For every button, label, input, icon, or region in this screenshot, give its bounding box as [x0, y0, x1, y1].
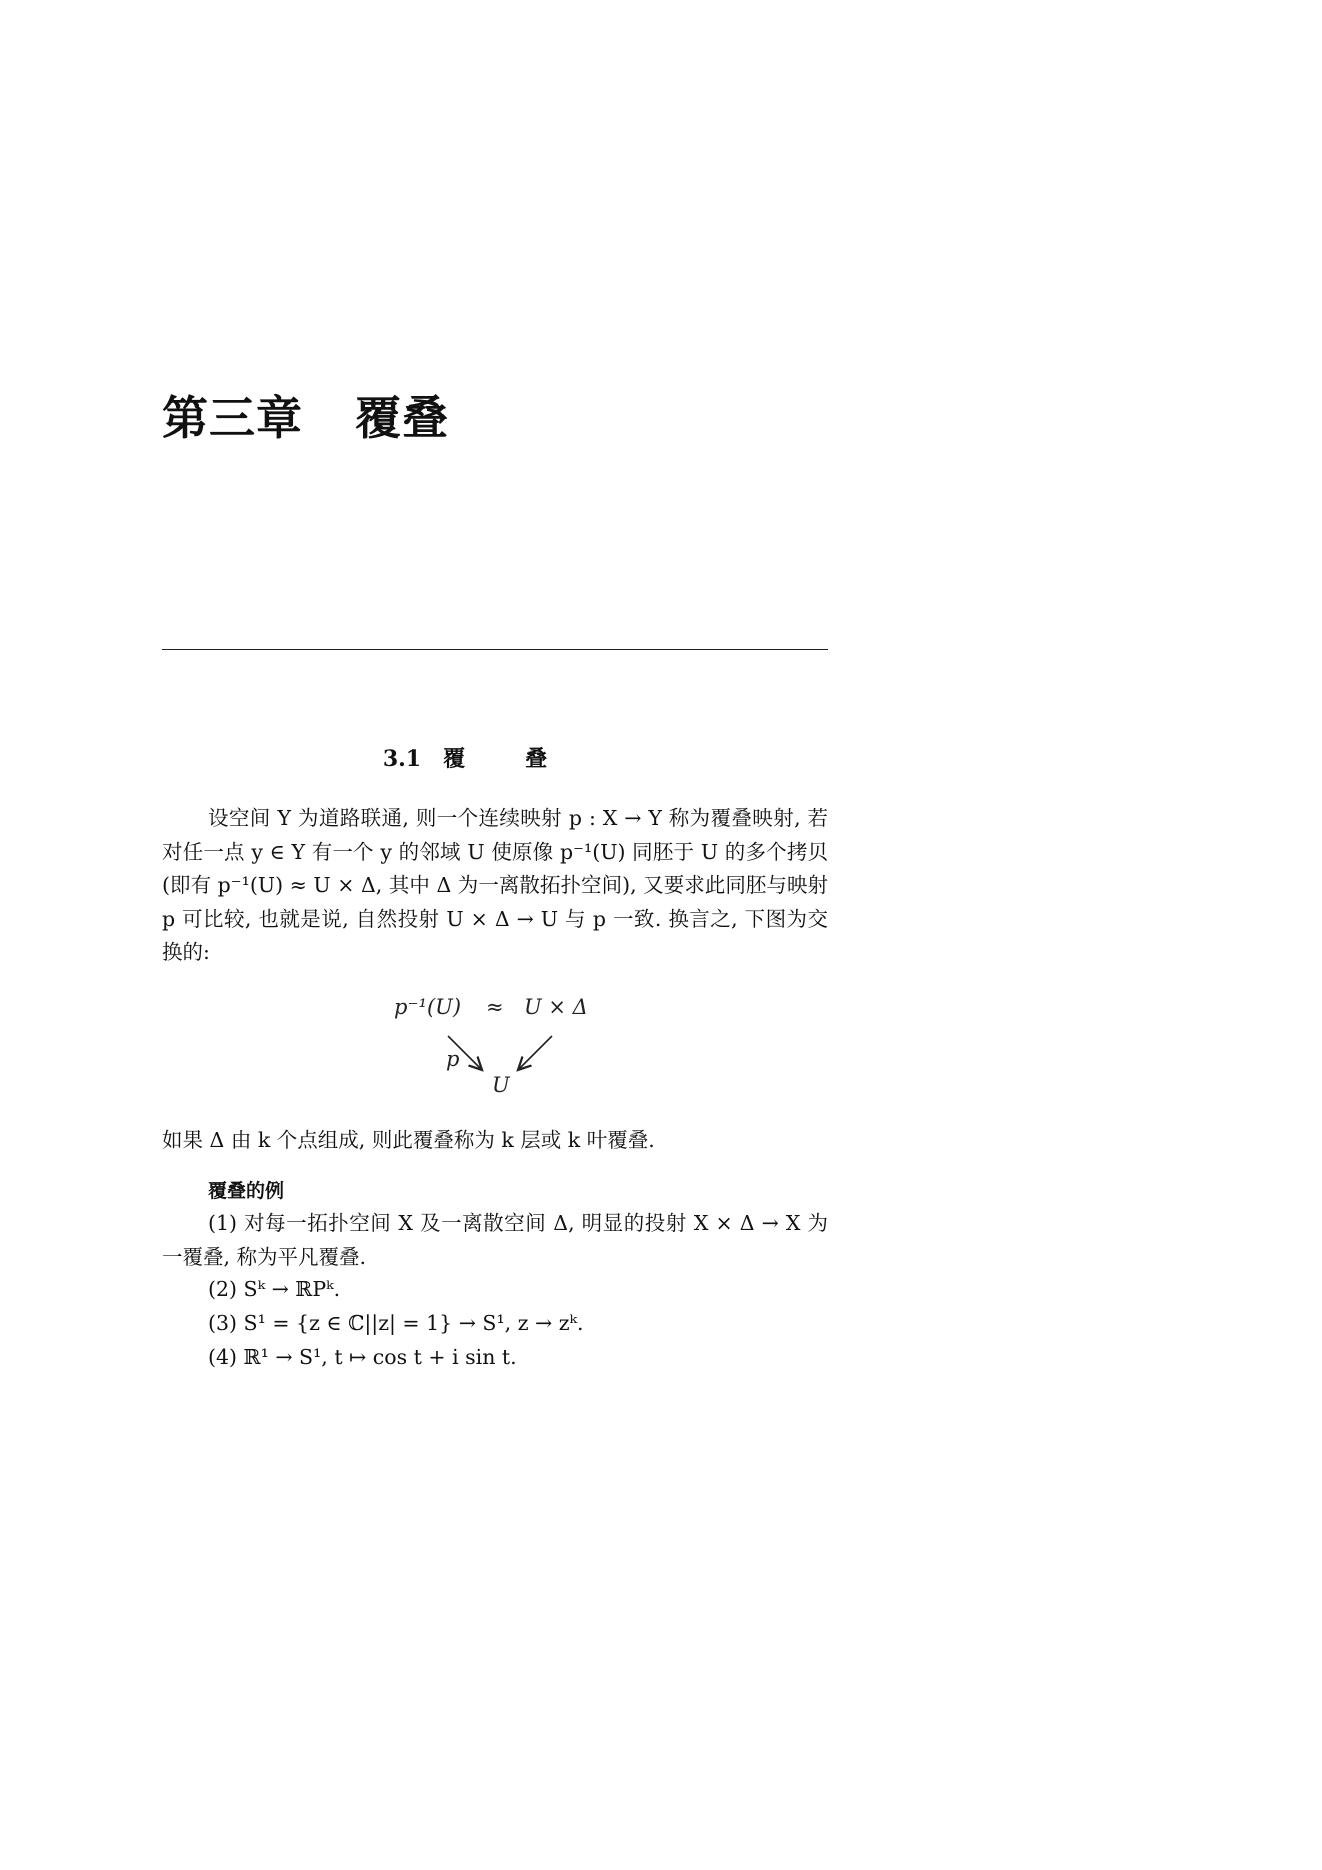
chapter-name: 覆叠 [355, 391, 449, 445]
section-name: 覆叠 [443, 746, 608, 772]
diagram-bottom: U [492, 1073, 510, 1096]
example-4: (4) ℝ¹ → S¹, t ↦ cos t + i sin t. [208, 1345, 517, 1369]
example-1: (1) 对每一拓扑空间 X 及一离散空间 Δ, 明显的投射 X × Δ → X 为一覆叠, 称为平凡覆叠. [162, 1211, 828, 1269]
definition-paragraph: 设空间 Y 为道路联通, 则一个连续映射 p : X → Y 称为覆叠映射, 若对任一点 y ∈ Y 有一个 y 的邻域 U 使原像 p⁻¹(U) 同胚于 U 的多个拷贝 (即有 p⁻¹(U) ≈ U × Δ, 其中 Δ 为一离散拓扑空间), 又要求此同胚与映射 p 可比较, 也就是说, 自然投射 U × Δ → U 与 p 一致. 换言之, 下图为交换的: [162, 806, 828, 964]
example-3: (3) S¹ = {z ∈ ℂ||z| = 1} → S¹, z → zᵏ. [208, 1311, 584, 1335]
example-2: (2) Sᵏ → ℝPᵏ. [208, 1277, 341, 1301]
diagram-top-left: p⁻¹(U) [394, 995, 462, 1019]
section-number: 3.1 [382, 746, 422, 772]
chapter-number: 第三章 [162, 391, 303, 445]
diagram-arrow-label: p [446, 1047, 460, 1071]
layers-paragraph: 如果 Δ 由 k 个点组成, 则此覆叠称为 k 层或 k 叶覆叠. [162, 1128, 655, 1152]
examples-heading: 覆叠的例 [208, 1180, 285, 1202]
diagram-top-right: U × Δ [524, 995, 588, 1019]
chapter-title [162, 388, 449, 448]
diagram-right-arrow [518, 1036, 552, 1070]
section-title [162, 744, 828, 774]
commutative-diagram [382, 988, 612, 1096]
chapter-divider [162, 649, 828, 650]
diagram-approx: ≈ [486, 995, 504, 1019]
